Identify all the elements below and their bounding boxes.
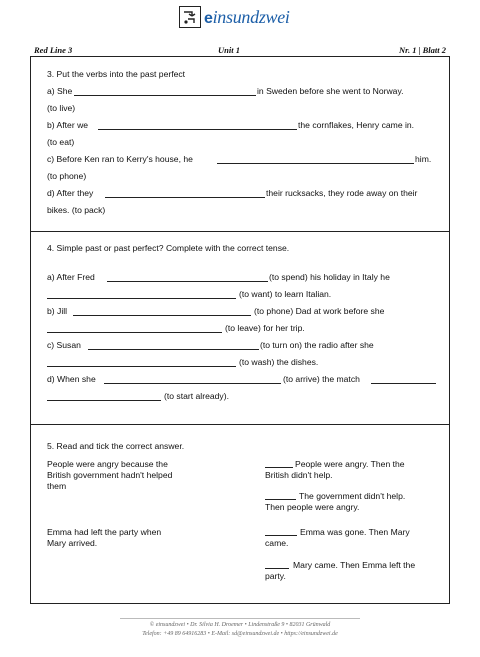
s5-q1-opt1-line1: People were angry. Then the [295, 459, 405, 469]
s4-d-hint1: (to arrive) the match [283, 374, 360, 384]
s4-c-prefix: c) Susan [47, 340, 81, 350]
s3-b-prefix: b) After we [47, 120, 89, 130]
s5-q2-statement-line1: Emma had left the party when [47, 527, 162, 537]
s3-a-prefix: a) She [47, 86, 73, 96]
s4-c-hint2: (to wash) the dishes. [239, 357, 319, 367]
s5-q1-opt1-line2: British didn't help. [265, 470, 333, 480]
brand-wordmark [204, 7, 290, 28]
footer-address: © einsundzwei • Dr. Silvia H. Droemer • Lindenstraße 9 • 82031 Grünwald [149, 622, 331, 628]
brand-prefix: e [204, 10, 213, 27]
s5-q2-statement-line2: Mary arrived. [47, 538, 98, 548]
s5-q1-opt2-line1: The government didn't help. [299, 491, 406, 501]
s3-d-blank[interactable] [105, 197, 265, 198]
s3-d-prefix: d) After they [47, 188, 94, 198]
section-divider-2 [30, 424, 450, 425]
section-divider-1 [30, 231, 450, 232]
s3-c-hint: (to phone) [47, 171, 87, 181]
s4-a-prefix: a) After Fred [47, 272, 95, 282]
s5-q2-opt2-line2: party. [265, 571, 286, 581]
header-book: Red Line 3 [34, 45, 73, 55]
s4-b-hint2: (to leave) for her trip. [225, 323, 305, 333]
section5-title: 5. Read and tick the correct answer. [47, 441, 185, 451]
s5-q1-statement-line2: British government hadn't helped [47, 470, 173, 480]
s3-c-prefix: c) Before Ken ran to Kerry's house, he [47, 154, 193, 164]
s4-d-hint2: (to start already). [164, 391, 229, 401]
s5-q1-opt1-tick[interactable] [265, 467, 293, 468]
s4-b-prefix: b) Jill [47, 306, 68, 316]
s5-q1-opt2-line2: Then people were angry. [265, 502, 360, 512]
s3-a-suffix: in Sweden before she went to Norway. [257, 86, 404, 96]
s5-q1-statement-line1: People were angry because the [47, 459, 168, 469]
footer-divider [120, 618, 360, 619]
s4-a-blank2[interactable] [47, 298, 236, 299]
s4-d-blank3[interactable] [47, 400, 161, 401]
s4-c-blank2[interactable] [47, 366, 236, 367]
section3-title: 3. Put the verbs into the past perfect [47, 69, 186, 79]
s3-d-suffix: their rucksacks, they rode away on their [266, 188, 418, 198]
s4-a-blank1[interactable] [107, 281, 268, 282]
s3-a-hint: (to live) [47, 103, 76, 113]
s4-a-hint2: (to want) to learn Italian. [239, 289, 332, 299]
s5-q2-opt1-line2: came. [265, 538, 289, 548]
s5-q2-opt1-line1: Emma was gone. Then Mary [300, 527, 410, 537]
s4-b-hint1: (to phone) Dad at work before she [254, 306, 385, 316]
s4-b-blank2[interactable] [47, 332, 222, 333]
section4-title: 4. Simple past or past perfect? Complete with the correct tense. [47, 243, 290, 253]
s4-d-prefix: d) When she [47, 374, 96, 384]
s3-c-blank[interactable] [217, 163, 414, 164]
footer-contact: Telefon: +49 89 64916283 • E-Mail: sd@einsundzwei.de • https://einsundzwei.de [142, 631, 338, 637]
s3-b-blank[interactable] [98, 129, 297, 130]
s4-d-blank1[interactable] [104, 383, 281, 384]
s4-b-blank1[interactable] [73, 315, 251, 316]
brand-logo [179, 4, 302, 32]
s3-d-line2: bikes. (to pack) [47, 205, 106, 215]
s3-a-blank[interactable] [74, 95, 256, 96]
s4-a-hint1: (to spend) his holiday in Italy he [269, 272, 390, 282]
s5-q1-opt2-tick[interactable] [265, 499, 296, 500]
s3-c-suffix: him. [415, 154, 432, 164]
s5-q2-opt1-tick[interactable] [265, 535, 297, 536]
s3-b-hint: (to eat) [47, 137, 75, 147]
s3-b-suffix: the cornflakes, Henry came in. [298, 120, 415, 130]
s4-c-hint1: (to turn on) the radio after she [260, 340, 374, 350]
s5-q2-opt2-line1: Mary came. Then Emma left the [293, 560, 416, 570]
brand-middle: insundz [212, 7, 266, 27]
s4-c-blank1[interactable] [88, 349, 259, 350]
logo-mark-icon [179, 6, 201, 28]
header-sheet-number: Nr. 1 | Blatt 2 [399, 45, 446, 55]
brand-suffix: wei [265, 7, 290, 27]
s4-d-blank2[interactable] [371, 383, 436, 384]
s5-q1-statement-line3: them [47, 481, 67, 491]
s5-q2-opt2-tick[interactable] [265, 568, 289, 569]
header-unit: Unit 1 [218, 45, 240, 55]
